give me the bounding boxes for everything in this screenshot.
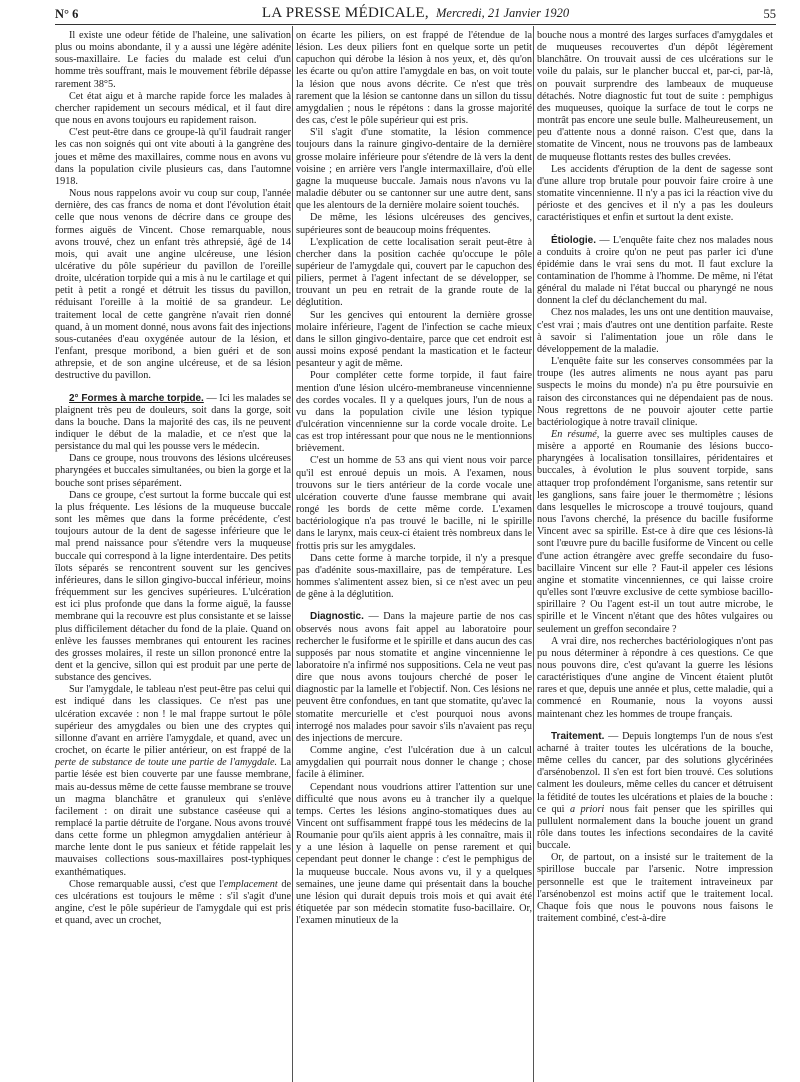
section-diagnostic [296, 611, 532, 745]
paragraph: A vrai dire, nos recherches bactériologiques n'ont pas pu nous déterminer à répondre à ces questions. Ce que nous pouvons dire, c'est qu'avant la guerre les lésions caractéristiques d'une angine de Vincent étaient plutôt rares et que, depuis une année et plus, cette maladie, qui a commencé en Roumanie, nous la voyons aussi maintenant chez les hommes de troupe français. [537, 635, 773, 720]
emphasis-text: En résumé, [551, 429, 600, 440]
journal-title: LA PRESSE MÉDICALE, [261, 5, 429, 21]
paragraph: Cependant nous voudrions attirer l'attention sur une difficulté que nous avons eu à trancher ily a quelque temps. Certes les lésions angino-stomatiques dues au Vincent ont suffisamment frappé tous les médecins de la Roumanie pour qu'ils aient appris à les connaître, mais il y a une lésion à laquelle on pense rarement et qui cependant peut donner le change : c'est le pemphigus de la muqueuse buccale. Nous avons vu, il y a quelques semaines, une jeune dame qui présentait dans la bouche une lésion qui durait depuis trois mois et qui avait été étiquetée par son médecin stomatite fuso-bacillaire. Or, l'examen minutieux de la [296, 781, 532, 927]
paragraph: Cet état aigu et à marche rapide force les malades à chercher rapidement un secours médical, et il faut dire que nous en avons toujours eu rapidement raison. [55, 90, 291, 127]
section-torpide [55, 393, 291, 454]
paragraph-text: Chose remarquable aussi, c'est que l' [69, 878, 224, 890]
paragraph-text: Sur l'amygdale, le tableau n'est peut-être pas celui qui est indiqué dans les classiques. Ce n'est pas une ulcération excavée : non ! le mal frappe surtout le pôle supérieur des amygdales ou bien une des cryptes qui sillonne d'avant en arrière l'amygdale, et quand, avec un crochet, on écarte le pilier antérieur, on est frappé de la [55, 684, 291, 757]
column-middle [296, 30, 532, 927]
column-divider [533, 26, 534, 1082]
paragraph: Les accidents d'éruption de la dent de sagesse sont d'une allure trop brutale pour pouvoir faire croire à une stomatite vincennienne. Il n'y a pas ici la réaction vive du périoste et des gencives et il n'y a pas les douleurs caractéristiques et enfin et surtout la dent existe. [537, 163, 773, 224]
paragraph: Il existe une odeur fétide de l'haleine, une salivation plus ou moins abondante, il y a aussi une légère adénite sous-maxillaire. Le facies du malade est celui d'un homme très souffrant, mais le mouvement fébrile dépasse rarement 38°5. [55, 30, 291, 90]
section-heading: Étiologie. [551, 234, 596, 246]
paragraph-text: — Ici les malades se plaignent très peu de douleurs, soit dans la gorge, soit dans la bouche. Dans la majorité des cas, ils ne peuvent indiquer le début de la maladie, et ce n'est que la persistance du mal qui les pousse vers le médecin. [55, 392, 291, 453]
paragraph-text: — Depuis longtemps l'un de nous s'est acharné à traiter toutes les ulcérations de la bouche, même celles du cancer, par des solutions glycérinées d'arsénobenzol. Il s'en est fort bien trouvé. Ces solutions calment les douleurs, même celles du cancer et détruisent la fétidité de toutes les ulcérations et plaies de la bouche : ce qui [537, 730, 773, 815]
issue-number: N° 6 [55, 7, 79, 21]
journal-masthead [55, 5, 776, 22]
section-heading: Traitement. [551, 730, 605, 742]
column-right [537, 30, 773, 925]
section-etiologie [537, 235, 773, 308]
paragraph: Nous nous rappelons avoir vu coup sur coup, l'année dernière, des cas francs de noma et dont l'évolution était celle que nous venons de décrire dans ce groupe des formes aiguës de Vincent. Chose remarquable, nous avons trouvé, chez un enfant très athrepsié, âgé de 14 mois, qui avait une angine ulcéreuse, une lésion ulcérative du pôle supérieur du pavillon de l'oreille droite, ulcération torpide qui a mis à nu le cartilage et qui petit à petit a rongé et détruit les tissus du pavillon, réduisant l'oreille à la moitié de sa grandeur. Le traitement local de cette gangrène n'avait rien donné quand, à un moment donné, nous avons fait des injections sous-cutanées d'eau oxygénée autour de la lésion, et l'enfant, presque moribond, a bien guéri et de son athrepsie, et de son angine ulcéreuse, et de sa lésion destructive du pavillon. [55, 188, 291, 382]
paragraph-text: — Dans la majeure partie de nos cas observés nous avons fait appel au laboratoire pour rechercher le fusiforme et le spirille et dans aucun des cas supposés par nous stomatite et angine vincennienne le laboratoire n'a infirmé nos suppositions. Cela ne veut pas dire que nous avons toujours cherché de poser le diagnostic par la lamelle et l'objectif. Non. Ces lésions ne peuvent être confondues, en tant que stomatite, qu'avec la stomatite mercurielle et c'est pourquoi nous avons interrogé nos malades pour savoir s'ils n'avaient pas reçu des injections de mercure. [296, 611, 532, 744]
issue-date: Mercredi, 21 Janvier 1920 [436, 6, 570, 20]
paragraph: Comme angine, c'est l'ulcération due à un calcul amygdalien qui pourrait nous donner le change ; chose facile à éliminer. [296, 745, 532, 781]
paragraph [537, 429, 773, 636]
paragraph: Or, de partout, on a insisté sur le traitement de la spirillose buccale par l'arsenic. Notre impression personnelle est que le traitement intraveineux par l'arsénobenzol est moins actif que le traitement local. Chaque fois que nous le pouvons nous faisons le traitement combiné, c'est-à-dire [537, 852, 773, 925]
paragraph-text: de ces ulcérations est toujours le même : s'il s'agit d'une angine, c'est le pôle supérieur de l'amygdale qui est pris et quand, avec un crochet, [55, 878, 291, 927]
paragraph: L'enquête faite sur les conserves consommées par la troupe (les autres aliments ne nous ayant pas paru suspects le moins du monde) n'a pu être poursuivie en raison des circonstances qui ne dépendaient pas de nous. Nous regrettons de ne pouvoir ajouter cette partie bactériologique à notre travail clinique. [537, 356, 773, 428]
header-rule [55, 24, 776, 25]
emphasis-text: emplacement [223, 878, 278, 890]
emphasis-text: perte de substance de toute une partie de l'amygdale. [55, 757, 278, 769]
paragraph: Dans ce groupe, nous trouvons des lésions ulcéreuses pharyngées et buccales simultanées, ou bien la gorge et la bouche sont prises séparément. [55, 453, 291, 489]
column-left [55, 30, 291, 927]
paragraph: on écarte les piliers, on est frappé de l'étendue de la lésion. Les deux piliers font en quelque sorte un petit capuchon qui dérobe la lésion à nos yeux, et, dès qu'on les écarte ou qu'on attire l'amygdale en bas, on voit toute la lésion que nous avons décrite. Ce n'est que très rarement que la lésion se cantonne dans un sillon du tissu amygdalien ; nous le répétons : dans la grosse majorité des cas, c'est le pôle supérieur qui est pris. [296, 30, 532, 127]
running-header [55, 5, 776, 23]
paragraph-text: la guerre avec ses multiples causes de misère a apporté en Roumanie des lésions bucco-pharyngées à localisation tonsillaires, péridentaires et buccales, à évolution le plus souvent torpide, sans attaquer trop profondément l'organisme, sans retentir sur les ganglions, sans faire jouer le thermomètre ; lésions dans lesquelles le microscope a trouvé toujours, quand nous l'avons cherché, la présence du bacille fusiforme Vincent avec sa spirille. Est-ce à dire que ces lésions-là sont l'œuvre pure du bacille fusiforme de Vincent ou celle d'une action étrangère avec greffe secondaire du fuso-bacillaire Vincent sur elle ? Faut-il appeler ces lésions angine et stomatite vincenniennes, ce qui laisse croire qu'elles sont l'œuvre exclusive de cette symbiose bacillo-spirillaire ? Ou l'agent est-il un tout autre microbe, le spirille et le Vincent n'étant que des hôtes vulgaires ou seulement un greffon secondaire ? [537, 429, 773, 635]
paragraph: C'est un homme de 53 ans qui vient nous voir parce qu'il est enroué depuis un mois. A l'examen, nous trouvons sur le tiers antérieur de la corde vocale une ulcération couverte d'une fausse membrane qui avait rongé les bords de cette même corde. L'examen bactériologique n'a pas trouvé le bacille, ni le spirille dans le larynx, mais ceux-ci étaient très nombreux dans le frottis pris sur les amygdales. [296, 455, 532, 552]
paragraph: Sur les gencives qui entourent la dernière grosse molaire inférieure, l'agent de l'infection se cache mieux dans le sillon gingivo-dentaire, parce que cet endroit est aussi moins exposé pendant la mastication et le facteur pesanteur y agit de même. [296, 309, 532, 370]
paragraph-text: nous fait penser que les spirilles qui pullulent normalement dans la bouche jouent un grand rôle dans toutes les infections secondaires de la cavité buccale. [537, 803, 774, 852]
paragraph-text: — L'enquête faite chez nos malades nous a conduits à croire qu'on ne peut pas parler ici d'une épidémie dans le vrai sens du mot. Il faut exclure la contamination de l'homme à l'homme. De même, ni l'état général du malade ni l'état buccal ou pharyngé ne nous donnent la clef du déclanchement du mal. [537, 234, 773, 307]
paragraph: Dans cette forme à marche torpide, il n'y a presque pas d'adénite sous-maxillaire, pas de température. Les hommes s'alimentent assez bien, si ce n'est avec un peu de gêne à la déglutition. [296, 552, 532, 601]
paragraph [55, 879, 291, 928]
paragraph: L'explication de cette localisation serait peut-être à chercher dans la position cachée qu'occupe le pôle supérieur de l'amygdale qui, couvert par le capuchon des piliers, permet à l'agent infectant de se développer, se trouvant un peu en retrait de la grande route de la déglutition. [296, 236, 532, 309]
paragraph: S'il s'agit d'une stomatite, la lésion commence toujours dans la rainure gingivo-dentaire de la dernière grosse molaire inférieure pour s'étendre de là vers la dent voisine ; en arrière vers l'angle intermaxillaire, d'où elle gagne la muqueuse buccale. Jamais nous n'avons vu la maladie débuter ou se cantonner sur une autre dent, sans que les alentours de la dernière molaire soient touchés. [296, 127, 532, 212]
paragraph: bouche nous a montré des larges surfaces d'amygdales et de muqueuses recouvertes d'un dépôt légèrement blanchâtre. On trouvait aussi de ces ulcérations sur le voile du palais, sur le plancher buccal et, par-ci, par-là, on pouvait surprendre des lambeaux de muqueuse détachés. Notre diagnostic fut tout de suite : pemphigus des muqueuses, quoique la surface de tout le corps ne montrât pas encore une seule bulle. Malheureusement, un peu d'attente nous a donné raison. C'est que, dans la stomatite de Vincent, nous ne trouvons pas de lambeaux de muqueuse flottants restes des bulles crevées. [537, 30, 773, 163]
page-number: 55 [763, 7, 776, 21]
paragraph: C'est peut-être dans ce groupe-là qu'il faudrait ranger les cas non soignés qui ont vite abouti à la gangrène des joues et même des maxillaires, comme nous en avons vu dans la population civile plusieurs cas, dans l'automne 1918. [55, 127, 291, 187]
section-heading: 2° Formes à marche torpide. [69, 392, 204, 404]
section-traitement [537, 731, 773, 853]
column-divider [292, 26, 293, 1082]
emphasis-text: a priori [569, 803, 605, 815]
paragraph-text: La partie lésée est bien couverte par une fausse membrane, mais au-dessus même de cette fausse membrane se trouve un magma blanchâtre et granuleux qui s'enlève facilement : on dirait une substance caséeuse qui a remplacé la partie détruite de l'organe. Nous avons trouvé dans cette forme un phlegmon amygdalien antérieur à marche lente dont le pus sanieux et fétide rappelait les mauvaises collections sous-maxillaires post-typhiques exanthématiques. [55, 757, 291, 878]
paragraph: Dans ce groupe, c'est surtout la forme buccale qui est la plus fréquente. Les lésions de la muqueuse buccale sont les mêmes que dans la forme précédente, c'est toujours autour de la dent de sagesse inférieure que le mal prend naissance pour s'étendre vers la muqueuse buccale qui correspond à la ligne interdentaire. Des petits îlots séparés se rencontrent souvent sur les gencives inférieures, dans le sillon gingivo-buccal inférieur, moins fréquemment sur les gencives supérieures. L'ulcération est ici plus profonde que dans la forme aiguë, la fausse membrane qui la recouvre est plus consistante et se laisse plus difficilement détacher du fond de la plaie. Quand on enlève les fausses membranes qui entourent les racines des grosses molaires, il reste un sillon prononcé entre la dent et la gencive, sillon qui est produit par une perte de substance des gencives. [55, 489, 291, 684]
paragraph: Pour compléter cette forme torpide, il faut faire mention d'une lésion ulcéro-membraneuse vincennienne des cordes vocales. Il y a quelques jours, l'un de nous a vu dans la population civile une lésion typique d'ulcération vincennienne sur la corde vocale droite. Le cas est trop intéressant pour que nous ne le mentionnions brièvement. [296, 370, 532, 455]
paragraph [55, 684, 291, 879]
paragraph: Chez nos malades, les uns ont une dentition mauvaise, c'est vrai ; mais d'autres ont une dentition parfaite. Reste à savoir si l'alimentation joue un rôle dans le développement de la maladie. [537, 307, 773, 355]
paragraph: De même, les lésions ulcéreuses des gencives, supérieures sont de beaucoup moins fréquentes. [296, 212, 532, 236]
section-heading: Diagnostic. [310, 611, 364, 623]
